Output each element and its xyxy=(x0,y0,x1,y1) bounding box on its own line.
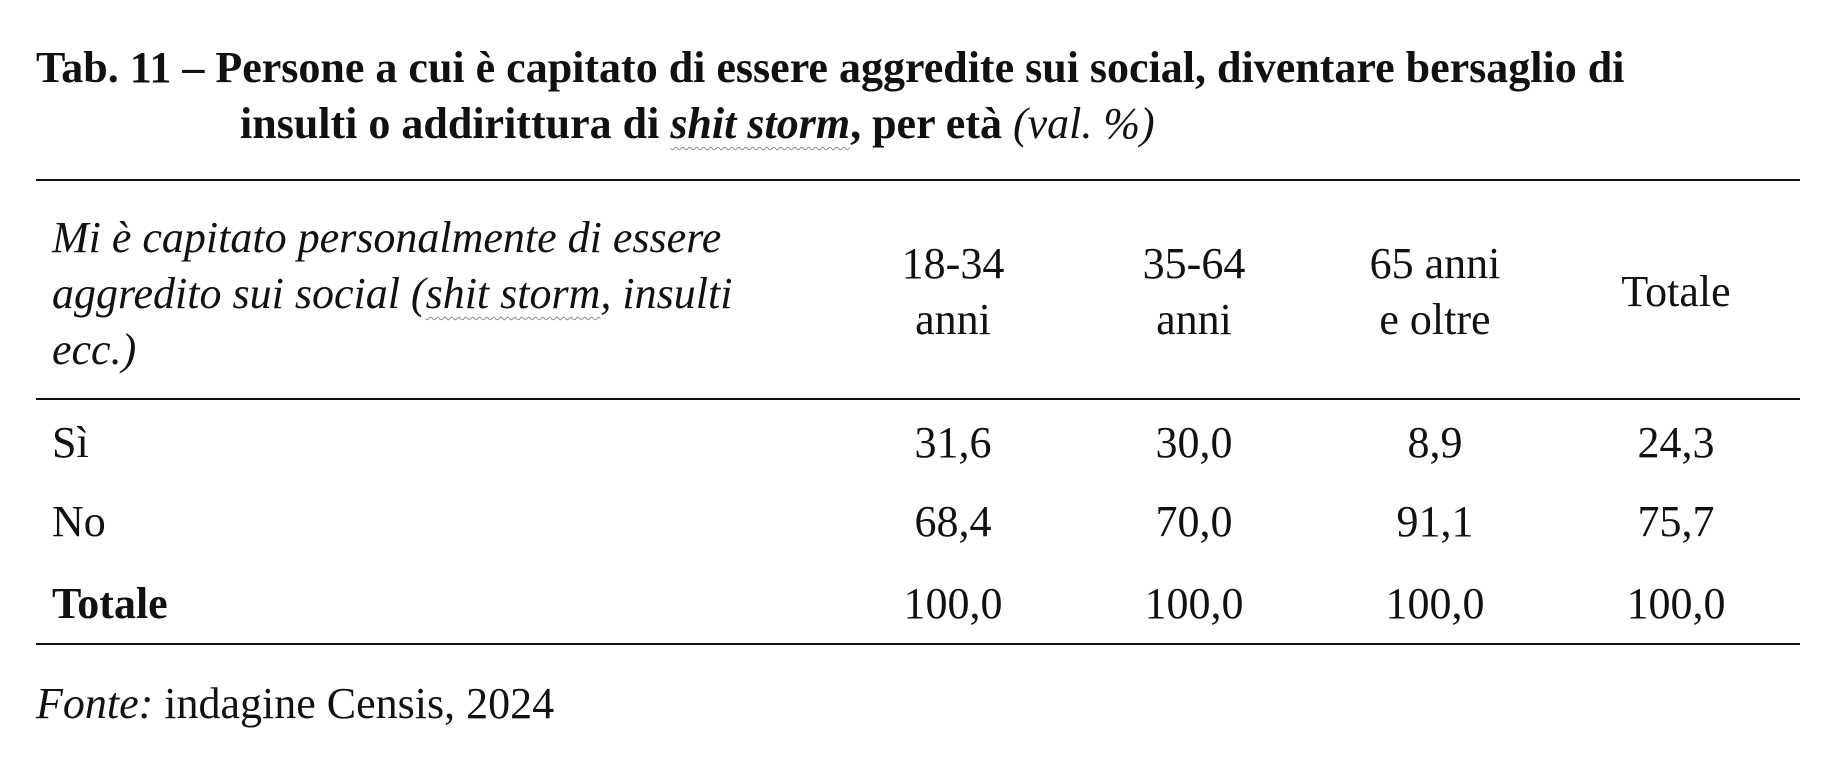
table-header-label xyxy=(52,210,812,378)
column-header-line: 35-64 xyxy=(1142,239,1246,288)
table-cell: 100,0 xyxy=(903,579,1003,628)
table-cell: 91,1 xyxy=(1396,497,1474,546)
table-cell: 100,0 xyxy=(1385,579,1485,628)
table-header-rule xyxy=(36,398,1800,400)
column-header-65-plus xyxy=(1335,236,1535,348)
column-header-18-34 xyxy=(853,236,1053,348)
caption-text: insulti o addirittura di xyxy=(240,99,671,148)
table-cell: 31,6 xyxy=(914,418,992,467)
column-header-line: e oltre xyxy=(1379,295,1491,344)
column-header-line: 18-34 xyxy=(901,239,1005,288)
table-cell: 70,0 xyxy=(1155,497,1233,546)
table-cell: 68,4 xyxy=(914,497,992,546)
table-cell: 100,0 xyxy=(1626,579,1726,628)
table-cell: 75,7 xyxy=(1637,497,1715,546)
table-bottom-rule xyxy=(36,643,1800,645)
caption-unit: (val. %) xyxy=(1012,99,1155,148)
source-label: Fonte: xyxy=(36,679,154,728)
column-header-line: 65 anni xyxy=(1369,239,1501,288)
caption-text-end: , per età xyxy=(850,99,1013,148)
table-cell: 30,0 xyxy=(1155,418,1233,467)
column-header-line: anni xyxy=(915,295,991,344)
table-source xyxy=(36,676,554,732)
row-label-no: No xyxy=(52,497,106,546)
caption-line-2 xyxy=(36,96,1800,152)
table-cell: 8,9 xyxy=(1407,418,1463,467)
table-cell: 24,3 xyxy=(1637,418,1715,467)
column-header-line: anni xyxy=(1156,295,1232,344)
header-label-emphasis: shit storm xyxy=(425,269,601,318)
column-header-line: Totale xyxy=(1621,267,1731,316)
caption-emphasis: shit storm xyxy=(670,99,851,148)
row-label-totale: Totale xyxy=(52,579,168,628)
caption-line-1: Tab. 11 – Persone a cui è capitato di essere aggredite sui social, diventare bersaglio di xyxy=(36,43,1625,92)
column-header-35-64 xyxy=(1094,236,1294,348)
table-caption xyxy=(36,40,1800,152)
source-text: indagine Censis, 2024 xyxy=(153,679,555,728)
table-cell: 100,0 xyxy=(1144,579,1244,628)
column-header-totale xyxy=(1576,264,1776,320)
header-label-text-end: , insulti ecc.) xyxy=(52,269,733,374)
header-label-text: Mi è capitato personalmente di essere aggredito sui social ( xyxy=(52,213,722,318)
table-top-rule xyxy=(36,179,1800,181)
row-label-si: Sì xyxy=(52,418,89,467)
